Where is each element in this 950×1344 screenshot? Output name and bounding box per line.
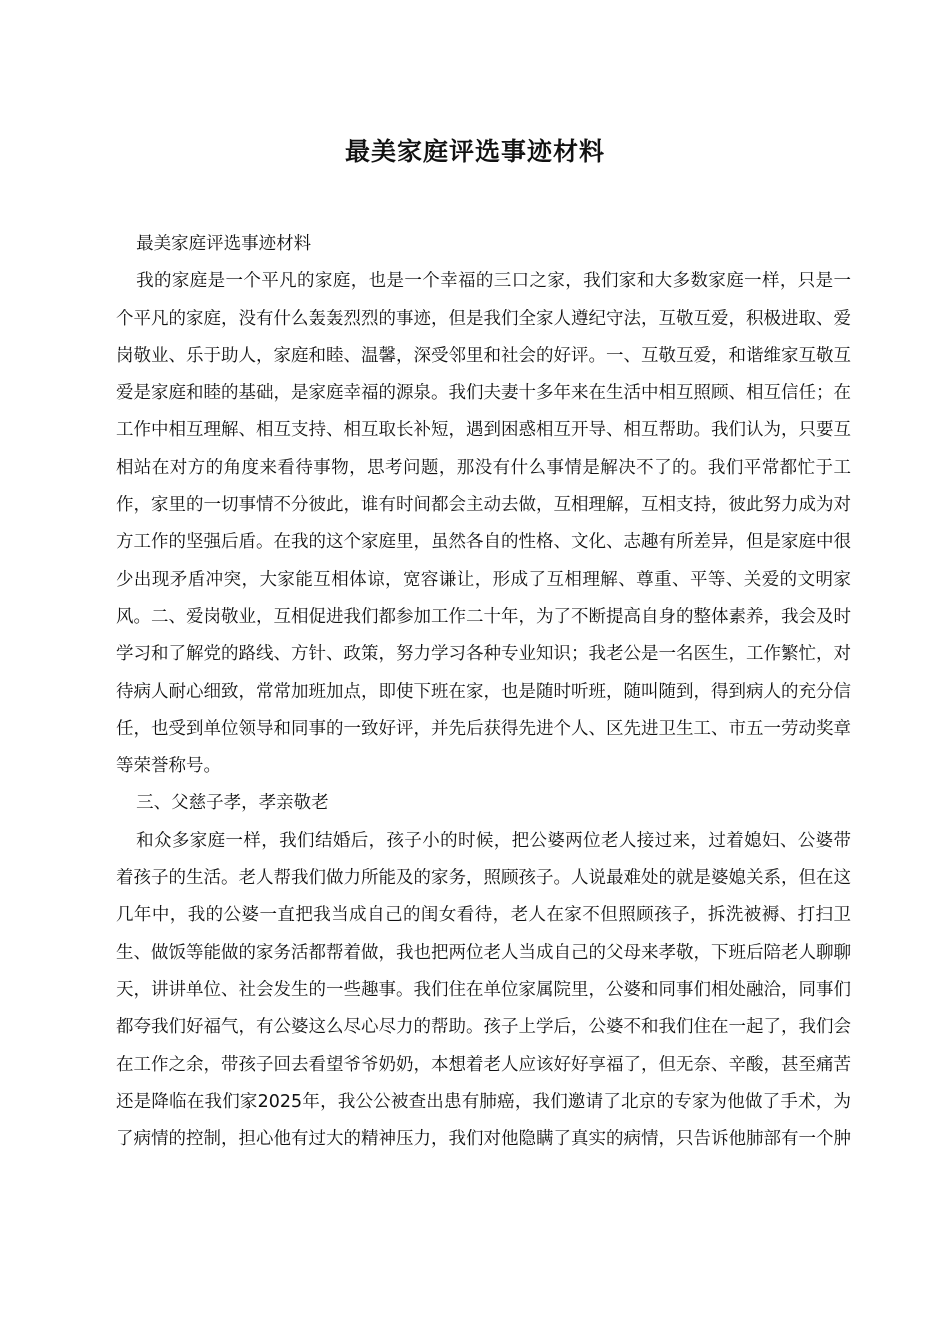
- document-body: [116, 226, 851, 1158]
- document-title: 最美家庭评选事迹材料: [344, 137, 605, 166]
- paragraph-intro: 我的家庭是一个平凡的家庭，也是一个幸福的三口之家，我们家和大多数家庭一样，只是一个平凡的家庭，没有什么轰轰烈烈的事迹，但是我们全家人遵纪守法，互敬互爱，积极进取、爱岗敬业、乐于助人，家庭和睦、温馨，深受邻里和社会的好评。一、互敬互爱，和谐维家互敬互爱是家庭和睦的基础，是家庭幸福的源泉。我们夫妻十多年来在生活中相互照顾、相互信任；在工作中相互理解、相互支持、相互取长补短，遇到困惑相互开导、相互帮助。我们认为，只要互相站在对方的角度来看待事物，思考问题，那没有什么事情是解决不了的。我们平常都忙于工作，家里的一切事情不分彼此，谁有时间都会主动去做，互相理解，互相支持，彼此努力成为对方工作的坚强后盾。在我的这个家庭里，虽然各自的性格、文化、志趣有所差异，但是家庭中很少出现矛盾冲突，大家能互相体谅，宽容谦让，形成了互相理解、尊重、平等、关爱的文明家风。二、爱岗敬业，互相促进我们都参加工作二十年，为了不断提高自身的整体素养，我会及时学习和了解党的路线、方针、政策，努力学习各种专业知识；我老公是一名医生，工作繁忙，对待病人耐心细致，常常加班加点，即使下班在家，也是随时听班，随叫随到，得到病人的充分信任，也受到单位领导和同事的一致好评，并先后获得先进个人、区先进卫生工、市五一劳动奖章等荣誉称号。: [116, 271, 851, 777]
- paragraph-section-body: 和众多家庭一样，我们结婚后，孩子小的时候，把公婆两位老人接过来，过着媳妇、公婆带着孩子的生活。老人帮我们做力所能及的家务，照顾孩子。人说最难处的就是婆媳关系，但在这几年中，我的公婆一直把我当成自己的闺女看待，老人在家不但照顾孩子，拆洗被褥、打扫卫生、做饭等能做的家务活都帮着做，我也把两位老人当成自己的父母来孝敬，下班后陪老人聊聊天，讲讲单位、社会发生的一些趣事。我们住在单位家属院里，公婆和同事们相处融洽，同事们都夸我们好福气，有公婆这么尽心尽力的帮助。孩子上学后，公婆不和我们住在一起了，我们会在工作之余，带孩子回去看望爷爷奶奶，本想着老人应该好好享福了，但无奈、辛酸，甚至痛苦还是降临在我们家2025年，我公公被查出患有肺癌，我们邀请了北京的专家为他做了手术，为了病情的控制，担心他有过大的精神压力，我们对他隐瞒了真实的病情，只告诉他肺部有一个肿: [116, 830, 851, 1150]
- paragraph-subtitle: 最美家庭评选事迹材料: [136, 234, 312, 254]
- paragraph-section-heading: 三、父慈子孝，孝亲敬老: [136, 793, 329, 814]
